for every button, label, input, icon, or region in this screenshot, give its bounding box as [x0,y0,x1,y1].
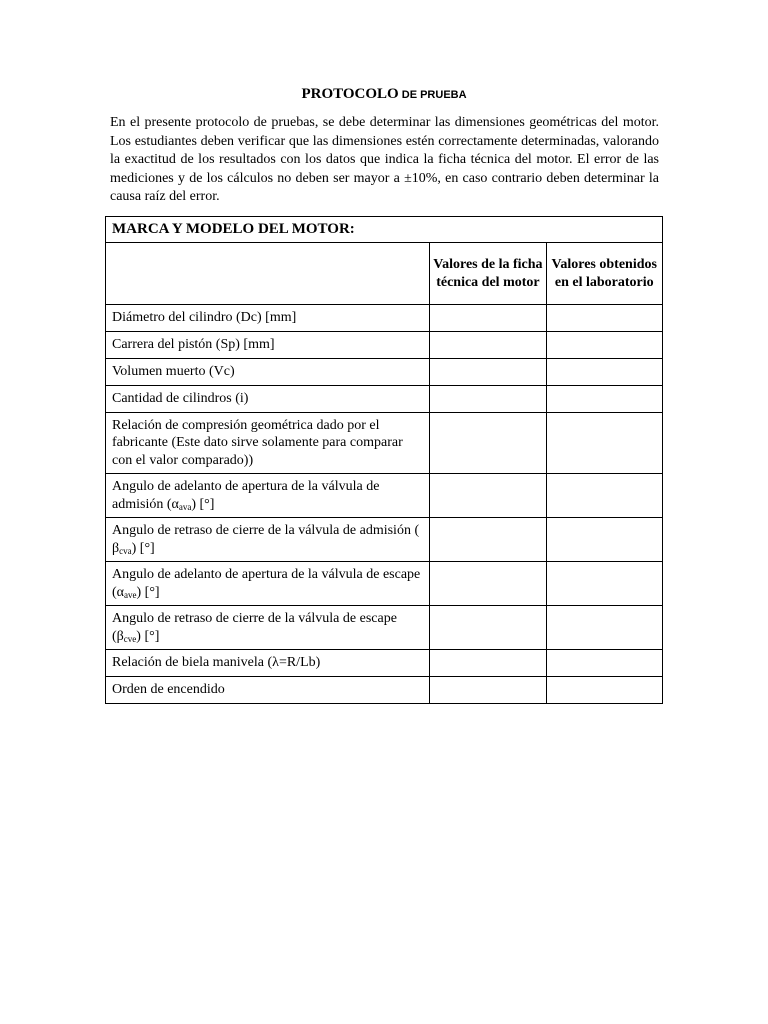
value-cell-lab[interactable] [546,332,662,359]
table-row [106,413,663,474]
row-subscript: ava [178,501,192,512]
row-label-compresion: Relación de compresión geométrica dado por el fabricante (Este dato sirve solamente para comparar con el valor comparado)) [106,413,430,474]
value-cell-lab[interactable] [546,359,662,386]
row-label-adelanto-escape [106,562,430,606]
row-text-tail: ) [°] [136,584,160,600]
value-cell-ficha[interactable] [430,386,546,413]
row-label-adelanto-admision [106,474,430,518]
value-cell-ficha[interactable] [430,413,546,474]
row-text-tail: ) [°] [136,628,160,644]
table-row [106,562,663,606]
col-header-lab: Valores obtenidos en el laboratorio [546,243,662,305]
brand-model-label: MARCA Y MODELO DEL MOTOR: [106,217,663,243]
row-text: Angulo de retraso de cierre de la válvula de escape (β [112,611,397,644]
row-text: Angulo de adelanto de apertura de la válvula de admisión (α [112,479,380,512]
value-cell-ficha[interactable] [430,650,546,677]
value-cell-lab[interactable] [546,305,662,332]
value-cell-lab[interactable] [546,562,662,606]
value-cell-ficha[interactable] [430,677,546,704]
header-empty-cell [106,243,430,305]
value-cell-lab[interactable] [546,474,662,518]
value-cell-ficha[interactable] [430,359,546,386]
row-label-cilindros: Cantidad de cilindros (i) [106,386,430,413]
page-title [0,86,768,103]
table-row [106,606,663,650]
value-cell-lab[interactable] [546,518,662,562]
table-row [106,386,663,413]
table-row [106,474,663,518]
row-label-biela: Relación de biela manivela (λ=R/Lb) [106,650,430,677]
row-subscript: cva [119,545,132,556]
value-cell-lab[interactable] [546,606,662,650]
value-cell-ficha[interactable] [430,332,546,359]
row-label-volumen: Volumen muerto (Vc) [106,359,430,386]
row-subscript: ave [124,589,137,600]
row-subscript: cve [123,633,137,644]
table-row [106,359,663,386]
row-text: Angulo de adelanto de apertura de la válvula de escape (α [112,567,421,600]
value-cell-lab[interactable] [546,650,662,677]
intro-paragraph: En el presente protocolo de pruebas, se debe determinar las dimensiones geométricas del motor. Los estudiantes deben verificar que las dimensiones estén correctamente determinadas, valorando la exactitud de los resultados con los datos que indica la ficha técnica del motor. El error de las mediciones y de los cálculos no deben ser mayor a ±10%, en caso contrario deben determinar la causa raíz del error. [110,115,659,204]
value-cell-lab[interactable] [546,413,662,474]
value-cell-ficha[interactable] [430,562,546,606]
protocol-table [105,216,663,704]
value-cell-ficha[interactable] [430,474,546,518]
row-label-retraso-escape [106,606,430,650]
table-row [106,305,663,332]
value-cell-ficha[interactable] [430,518,546,562]
brand-row [106,217,663,243]
row-label-diametro: Diámetro del cilindro (Dc) [mm] [106,305,430,332]
header-row [106,243,663,305]
title-subtitle: DE PRUEBA [398,89,467,101]
table-row [106,677,663,704]
row-text: Angulo de retraso de cierre de la válvula de admisión ( β [112,523,420,556]
table-row [106,332,663,359]
row-text-tail: ) [°] [131,540,155,556]
row-text-tail: ) [°] [191,496,215,512]
row-label-carrera: Carrera del pistón (Sp) [mm] [106,332,430,359]
value-cell-ficha[interactable] [430,305,546,332]
col-header-ficha: Valores de la ficha técnica del motor [430,243,546,305]
title-main: PROTOCOLO [301,86,399,102]
table-row [106,650,663,677]
row-label-encendido: Orden de encendido [106,677,430,704]
row-label-retraso-admision [106,518,430,562]
table-row [106,518,663,562]
value-cell-ficha[interactable] [430,606,546,650]
value-cell-lab[interactable] [546,677,662,704]
value-cell-lab[interactable] [546,386,662,413]
